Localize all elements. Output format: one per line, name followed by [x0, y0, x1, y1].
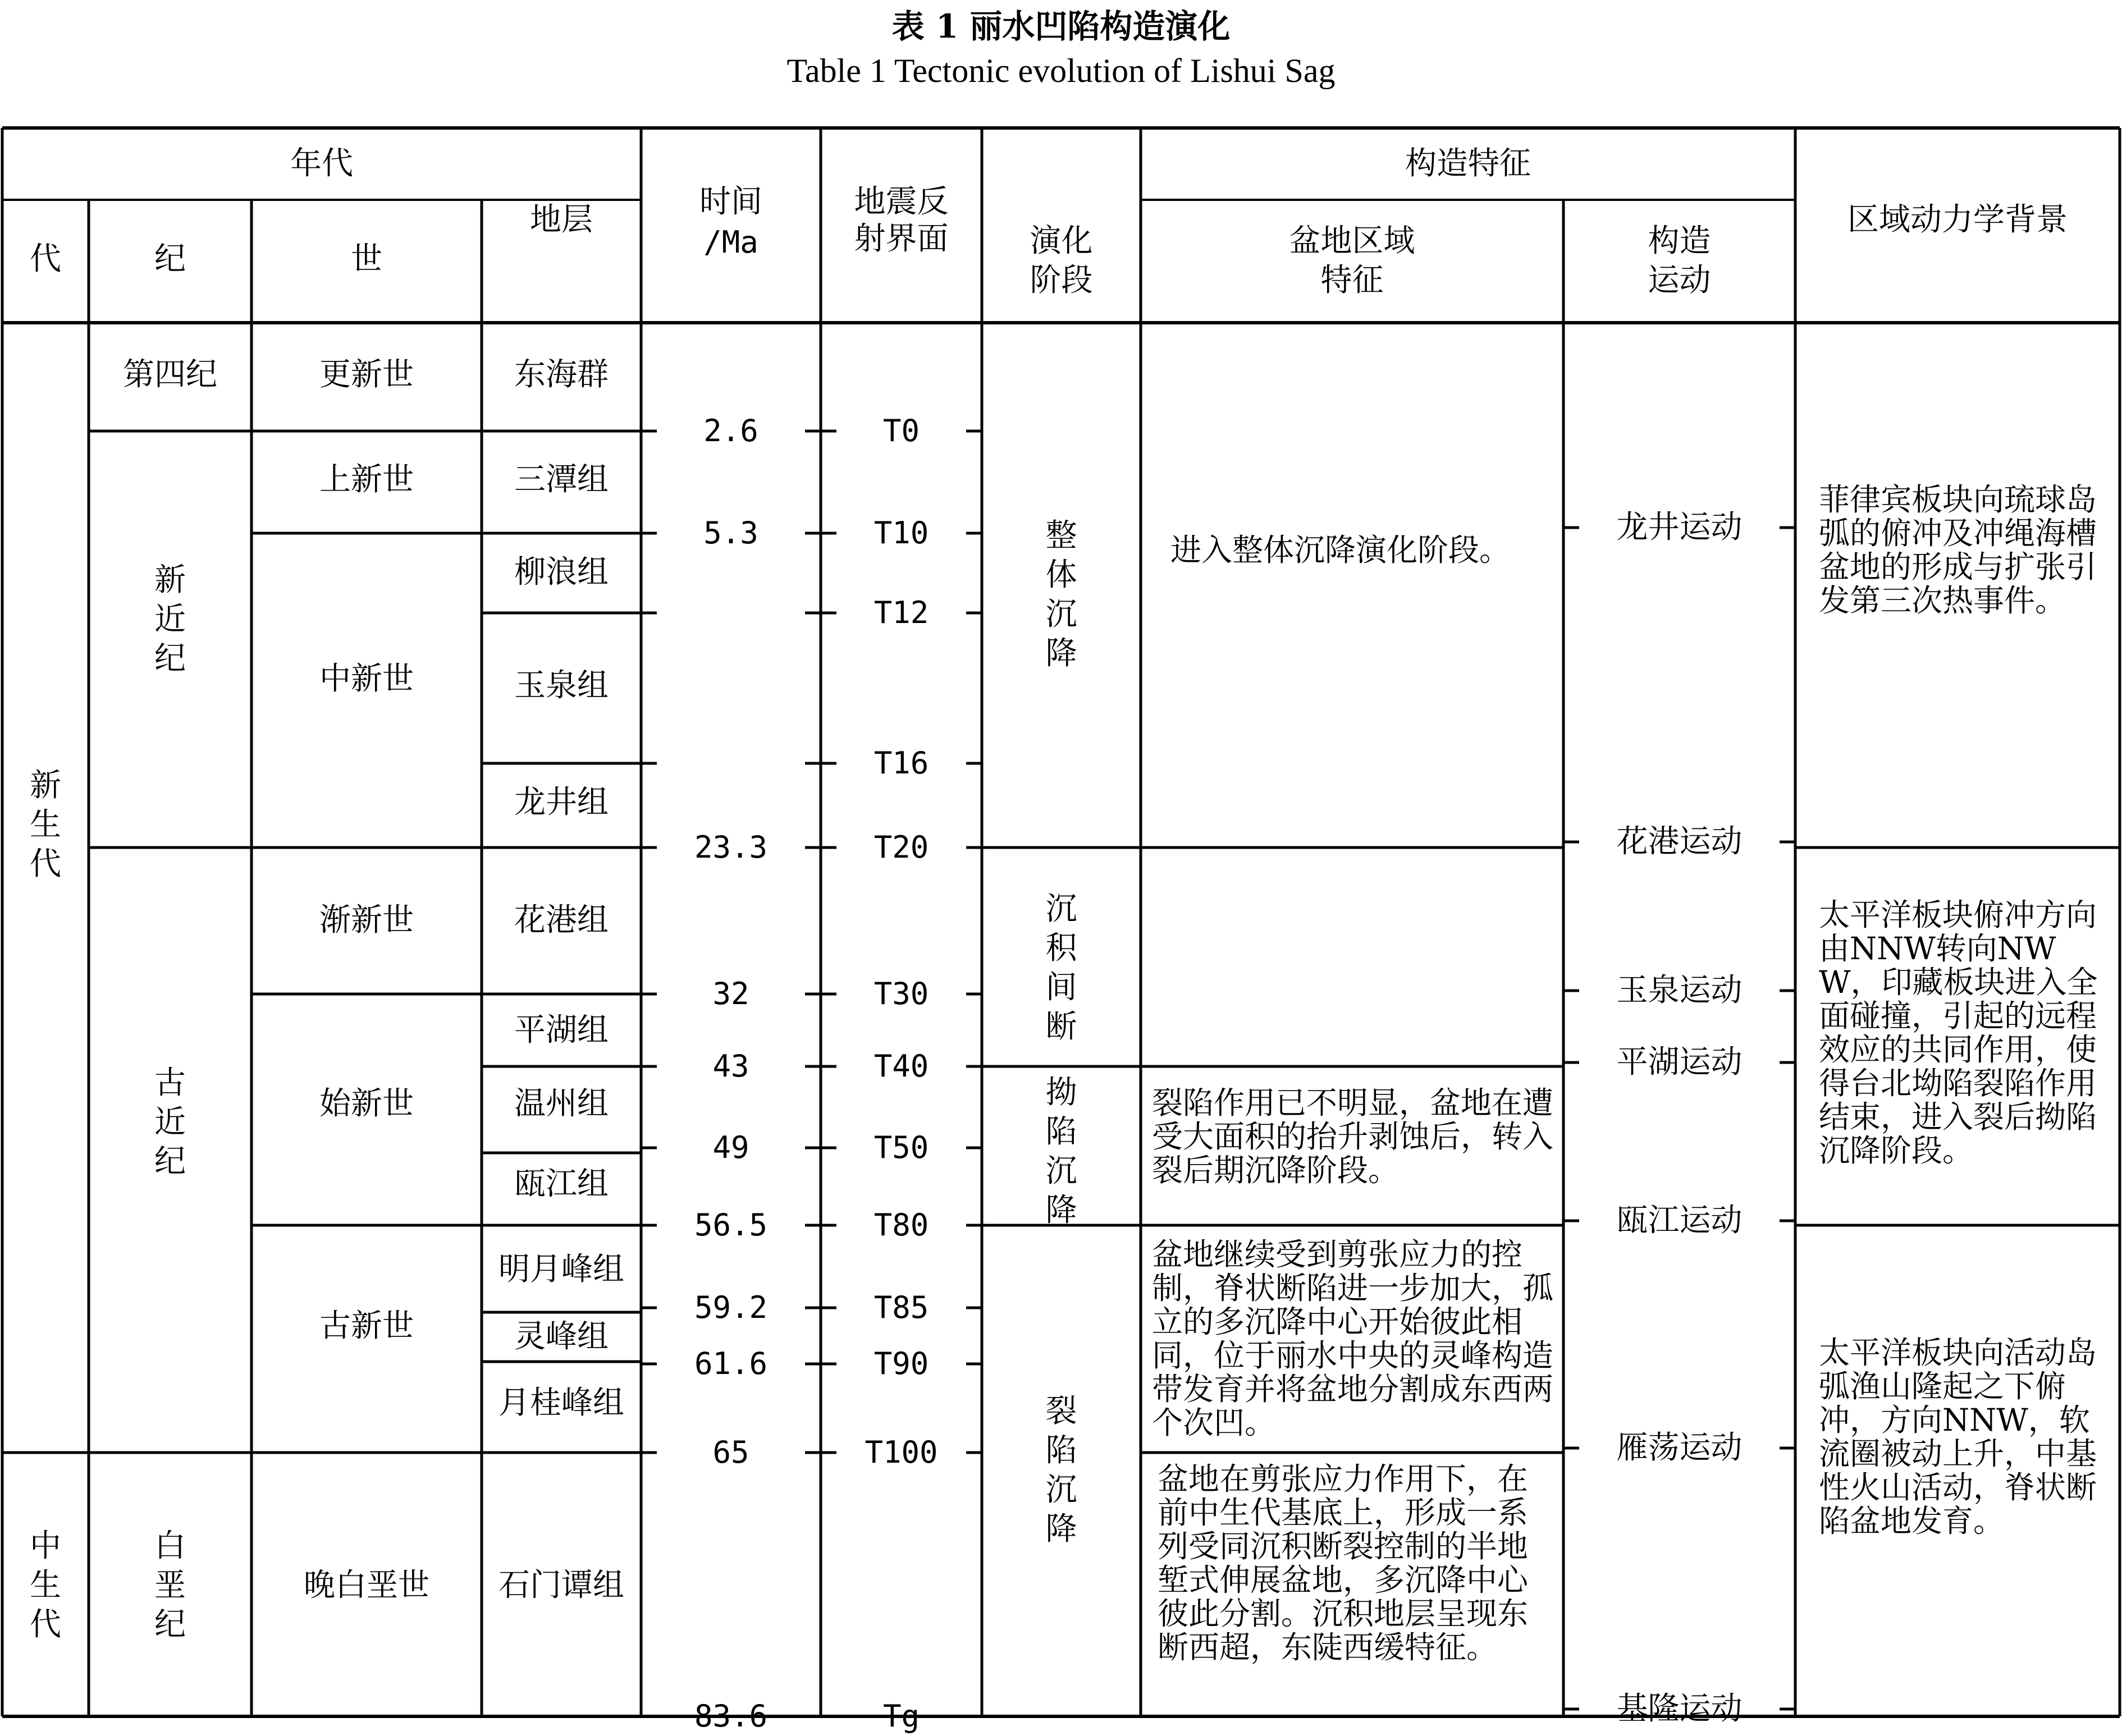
header-movement-line2: 运动: [1648, 262, 1711, 299]
header-period: 纪: [154, 241, 186, 277]
header-epoch: 世: [351, 241, 382, 277]
strata-cell: 东海群: [514, 356, 609, 393]
boundary-time: 32: [712, 976, 749, 1011]
tectonic-movement: 花港运动: [1616, 823, 1743, 860]
boundary-reflector: T85: [874, 1290, 929, 1325]
strata-cell: 瓯江组: [514, 1166, 609, 1202]
strata-cell: 三潭组: [514, 461, 609, 498]
tectonic-movement: 玉泉运动: [1616, 972, 1743, 1009]
tectonic-movement: 平湖运动: [1616, 1044, 1743, 1080]
period-paleogene: 古近纪: [154, 1065, 186, 1180]
boundary-reflector: T100: [865, 1435, 938, 1470]
strata-cell: 灵峰组: [514, 1318, 609, 1355]
boundary-time: 23.3: [694, 830, 768, 865]
era-mesozoic: 中生代: [30, 1528, 61, 1643]
table-title-english: Table 1 Tectonic evolution of Lishui Sag: [786, 52, 1336, 89]
epoch-cell: 上新世: [319, 461, 414, 498]
strata-cell: 温州组: [514, 1085, 609, 1122]
header-stage-line1: 演化: [1030, 223, 1093, 259]
header-basin-line2: 特征: [1320, 262, 1384, 299]
header-basin-line1: 盆地区域: [1289, 223, 1415, 259]
tectonic-movement: 基隆运动: [1616, 1691, 1743, 1727]
regional-pacific-plate-upper: 太平洋板块俯冲方向由NNW转向NWW，印藏板块进入全面碰撞，引起的远程效应的共同作用，使得台北坳陷裂陷作用结束，进入裂后拗陷沉降阶段。: [1819, 897, 2098, 1169]
boundary-reflector: T12: [874, 595, 929, 630]
header-stage-line2: 阶段: [1030, 262, 1093, 299]
header-reflector-line2: 射界面: [854, 221, 949, 257]
epoch-cell: 晚白垩世: [304, 1567, 429, 1604]
period-cretaceous: 白垩纪: [154, 1528, 186, 1643]
header-time: 时间: [699, 184, 762, 220]
boundary-reflector: T16: [874, 745, 929, 781]
basin-feature-rift-lower: 盆地在剪张应力作用下，在前中生代基底上，形成一系列受同沉积断裂控制的半地堑式伸展盆地，多沉降中心彼此分割。沉积地层呈现东断西超，东陡西缓特征。: [1158, 1461, 1529, 1665]
era-cenozoic: 新生代: [30, 767, 61, 882]
stage-rift-subsidence: 裂陷沉降: [1045, 1393, 1077, 1547]
boundary-time: 83.6: [694, 1698, 768, 1734]
header-strata: 地层: [530, 201, 593, 238]
boundary-reflector: T10: [874, 515, 929, 551]
regional-pacific-plate-lower: 太平洋板块向活动岛弧渔山隆起之下俯冲，方向NNW，软流圈被动上升，中基性火山活动，脊状断陷盆地发育。: [1819, 1335, 2097, 1539]
boundary-reflector: T20: [874, 830, 929, 865]
boundary-time: 59.2: [694, 1290, 768, 1325]
epoch-cell: 中新世: [319, 661, 414, 697]
boundary-time: 56.5: [694, 1207, 768, 1243]
strata-cell: 柳浪组: [514, 554, 609, 590]
stage-overall-subsidence: 整体沉降: [1045, 517, 1077, 672]
header-movement-line1: 构造: [1648, 223, 1711, 259]
strata-cell: 花港组: [514, 902, 609, 938]
boundary-reflector: T50: [874, 1130, 929, 1165]
header-era: 代: [30, 241, 61, 277]
boundary-time: 49: [712, 1130, 749, 1165]
header-time-unit: /Ma: [703, 225, 758, 260]
boundary-time: 2.6: [703, 413, 758, 448]
regional-philippine-plate: 菲律宾板块向琉球岛弧的俯冲及冲绳海槽盆地的形成与扩张引发第三次热事件。: [1819, 482, 2097, 619]
epoch-cell: 更新世: [319, 356, 414, 393]
strata-cell: 明月峰组: [499, 1251, 624, 1288]
epoch-cell: 始新世: [319, 1085, 414, 1122]
strata-cell: 平湖组: [514, 1012, 609, 1048]
boundary-time: 43: [712, 1048, 749, 1084]
header-age: 年代: [290, 145, 353, 182]
strata-cell: 玉泉组: [514, 667, 609, 704]
stage-depression-subsidence: 拗陷沉降: [1045, 1074, 1077, 1229]
strata-cell: 龙井组: [514, 784, 609, 821]
epoch-cell: 古新世: [319, 1308, 414, 1344]
period-neogene: 新近纪: [154, 562, 186, 677]
boundary-reflector: T0: [882, 413, 920, 448]
epoch-cell: 渐新世: [319, 902, 414, 938]
boundary-reflector: T40: [874, 1048, 929, 1084]
basin-feature-depression: 裂陷作用已不明显，盆地在遭受大面积的抬升剥蚀后，转入裂后期沉降阶段。: [1152, 1085, 1554, 1188]
tectonic-movement: 龙井运动: [1616, 509, 1743, 546]
boundary-reflector: Tg: [882, 1698, 920, 1734]
strata-cell: 月桂峰组: [499, 1385, 624, 1421]
boundary-time: 65: [712, 1435, 749, 1470]
strata-cell: 石门谭组: [499, 1567, 624, 1604]
tectonic-movement: 瓯江运动: [1616, 1202, 1743, 1239]
basin-feature-rift-upper: 盆地继续受到剪张应力的控制，脊状断陷进一步加大，孤立的多沉降中心开始彼此相同，位于丽水中央的灵峰构造带发育并将盆地分割成东西两个次凹。: [1152, 1236, 1554, 1441]
boundary-reflector: T30: [874, 976, 929, 1011]
table-title-chinese: 表 1 丽水凹陷构造演化: [891, 7, 1231, 45]
basin-feature-overall: 进入整体沉降演化阶段。: [1170, 532, 1511, 568]
tectonic-movement: 雁荡运动: [1616, 1430, 1743, 1466]
period-quaternary: 第四纪: [123, 356, 217, 393]
boundary-time: 61.6: [694, 1346, 768, 1381]
boundary-reflector: T90: [874, 1346, 929, 1381]
boundary-reflector: T80: [874, 1207, 929, 1243]
stage-depositional-hiatus: 沉积间断: [1045, 891, 1077, 1045]
boundary-time: 5.3: [703, 515, 758, 551]
header-reflector-line1: 地震反: [854, 184, 949, 220]
header-regional: 区域动力学背景: [1847, 201, 2068, 238]
header-tectonic: 构造特征: [1405, 145, 1531, 182]
